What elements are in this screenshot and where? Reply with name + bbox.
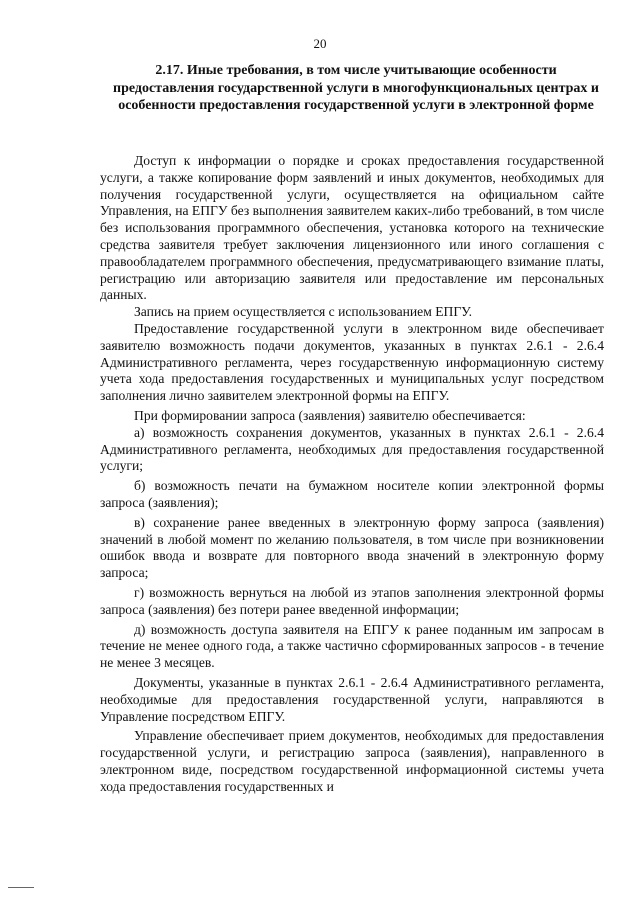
page-number: 20 (313, 36, 327, 51)
list-item-d: д) возможность доступа заявителя на ЕПГУ к ранее поданным им запросам в течение не менее одного года, а также частично сформированных запросов - в течение не менее 3 месяцев. (100, 621, 604, 671)
list-item-a: а) возможность сохранения документов, указанных в пунктах 2.6.1 - 2.6.4 Административного регламента, необходимых для предоставления государственной услуги; (100, 424, 604, 474)
list-item-v: в) сохранение ранее введенных в электронную форму запроса (заявления) значений в любой момент по желанию пользователя, в том числе при возникновении ошибок ввода и возврате для повторного ввода значений в электронную форму запроса; (100, 514, 604, 581)
document-body (100, 153, 604, 795)
section-title: 2.17. Иные требования, в том числе учитывающие особенности предоставления государственной услуги в многофункциональных центрах и особенности предоставления государственной услуги в электронной форме (113, 63, 599, 113)
list-item-b: б) возможность печати на бумажном носителе копии электронной формы запроса (заявления); (100, 478, 604, 510)
paragraph-appointment: Запись на прием осуществляется с использованием ЕПГУ. (134, 304, 472, 320)
paragraph-access-info: Доступ к информации о порядке и сроках предоставления государственной услуги, а также копирование форм заявлений и иных документов, необходимых для получения государственной услуги, осуществляется на официальном сайте Управления, на ЕПГУ без выполнения заявителем каких-либо требований, в том числе без использования программного обеспечения, установка которого на технические средства заявителя требует заключения лицензионного или иного соглашения с правообладателем программного обеспечения, предусматривающего взимание платы, регистрацию или авторизацию заявителя или предоставление им персональных данных. (100, 153, 604, 303)
list-item-g: г) возможность вернуться на любой из этапов заполнения электронной формы запроса (заявления) без потери ранее введенной информации; (100, 584, 604, 617)
paragraph-administration: Управление обеспечивает прием документов, необходимых для предоставления государственной услуги, и регистрацию запроса (заявления), направленного в электронном виде, посредством государственной информационной системы учета хода предоставления государственных и (100, 728, 604, 794)
paragraph-request-forming: При формировании запроса (заявления) заявителю обеспечивается: (134, 407, 526, 423)
paragraph-documents: Документы, указанные в пунктах 2.6.1 - 2.6.4 Административного регламента, необходимые для предоставления государственной услуги, направляются в Управление посредством ЕПГУ. (100, 674, 604, 724)
paragraph-electronic-service: Предоставление государственной услуги в электронном виде обеспечивает заявителю возможность подачи документов, указанных в пунктах 2.6.1 - 2.6.4 Административного регламента, через государственную информационную систему учета хода предоставления государственных и муниципальных услуг посредством заполнения лично заявителем электронной формы на ЕПГУ. (100, 320, 604, 404)
footer-divider (8, 887, 34, 888)
